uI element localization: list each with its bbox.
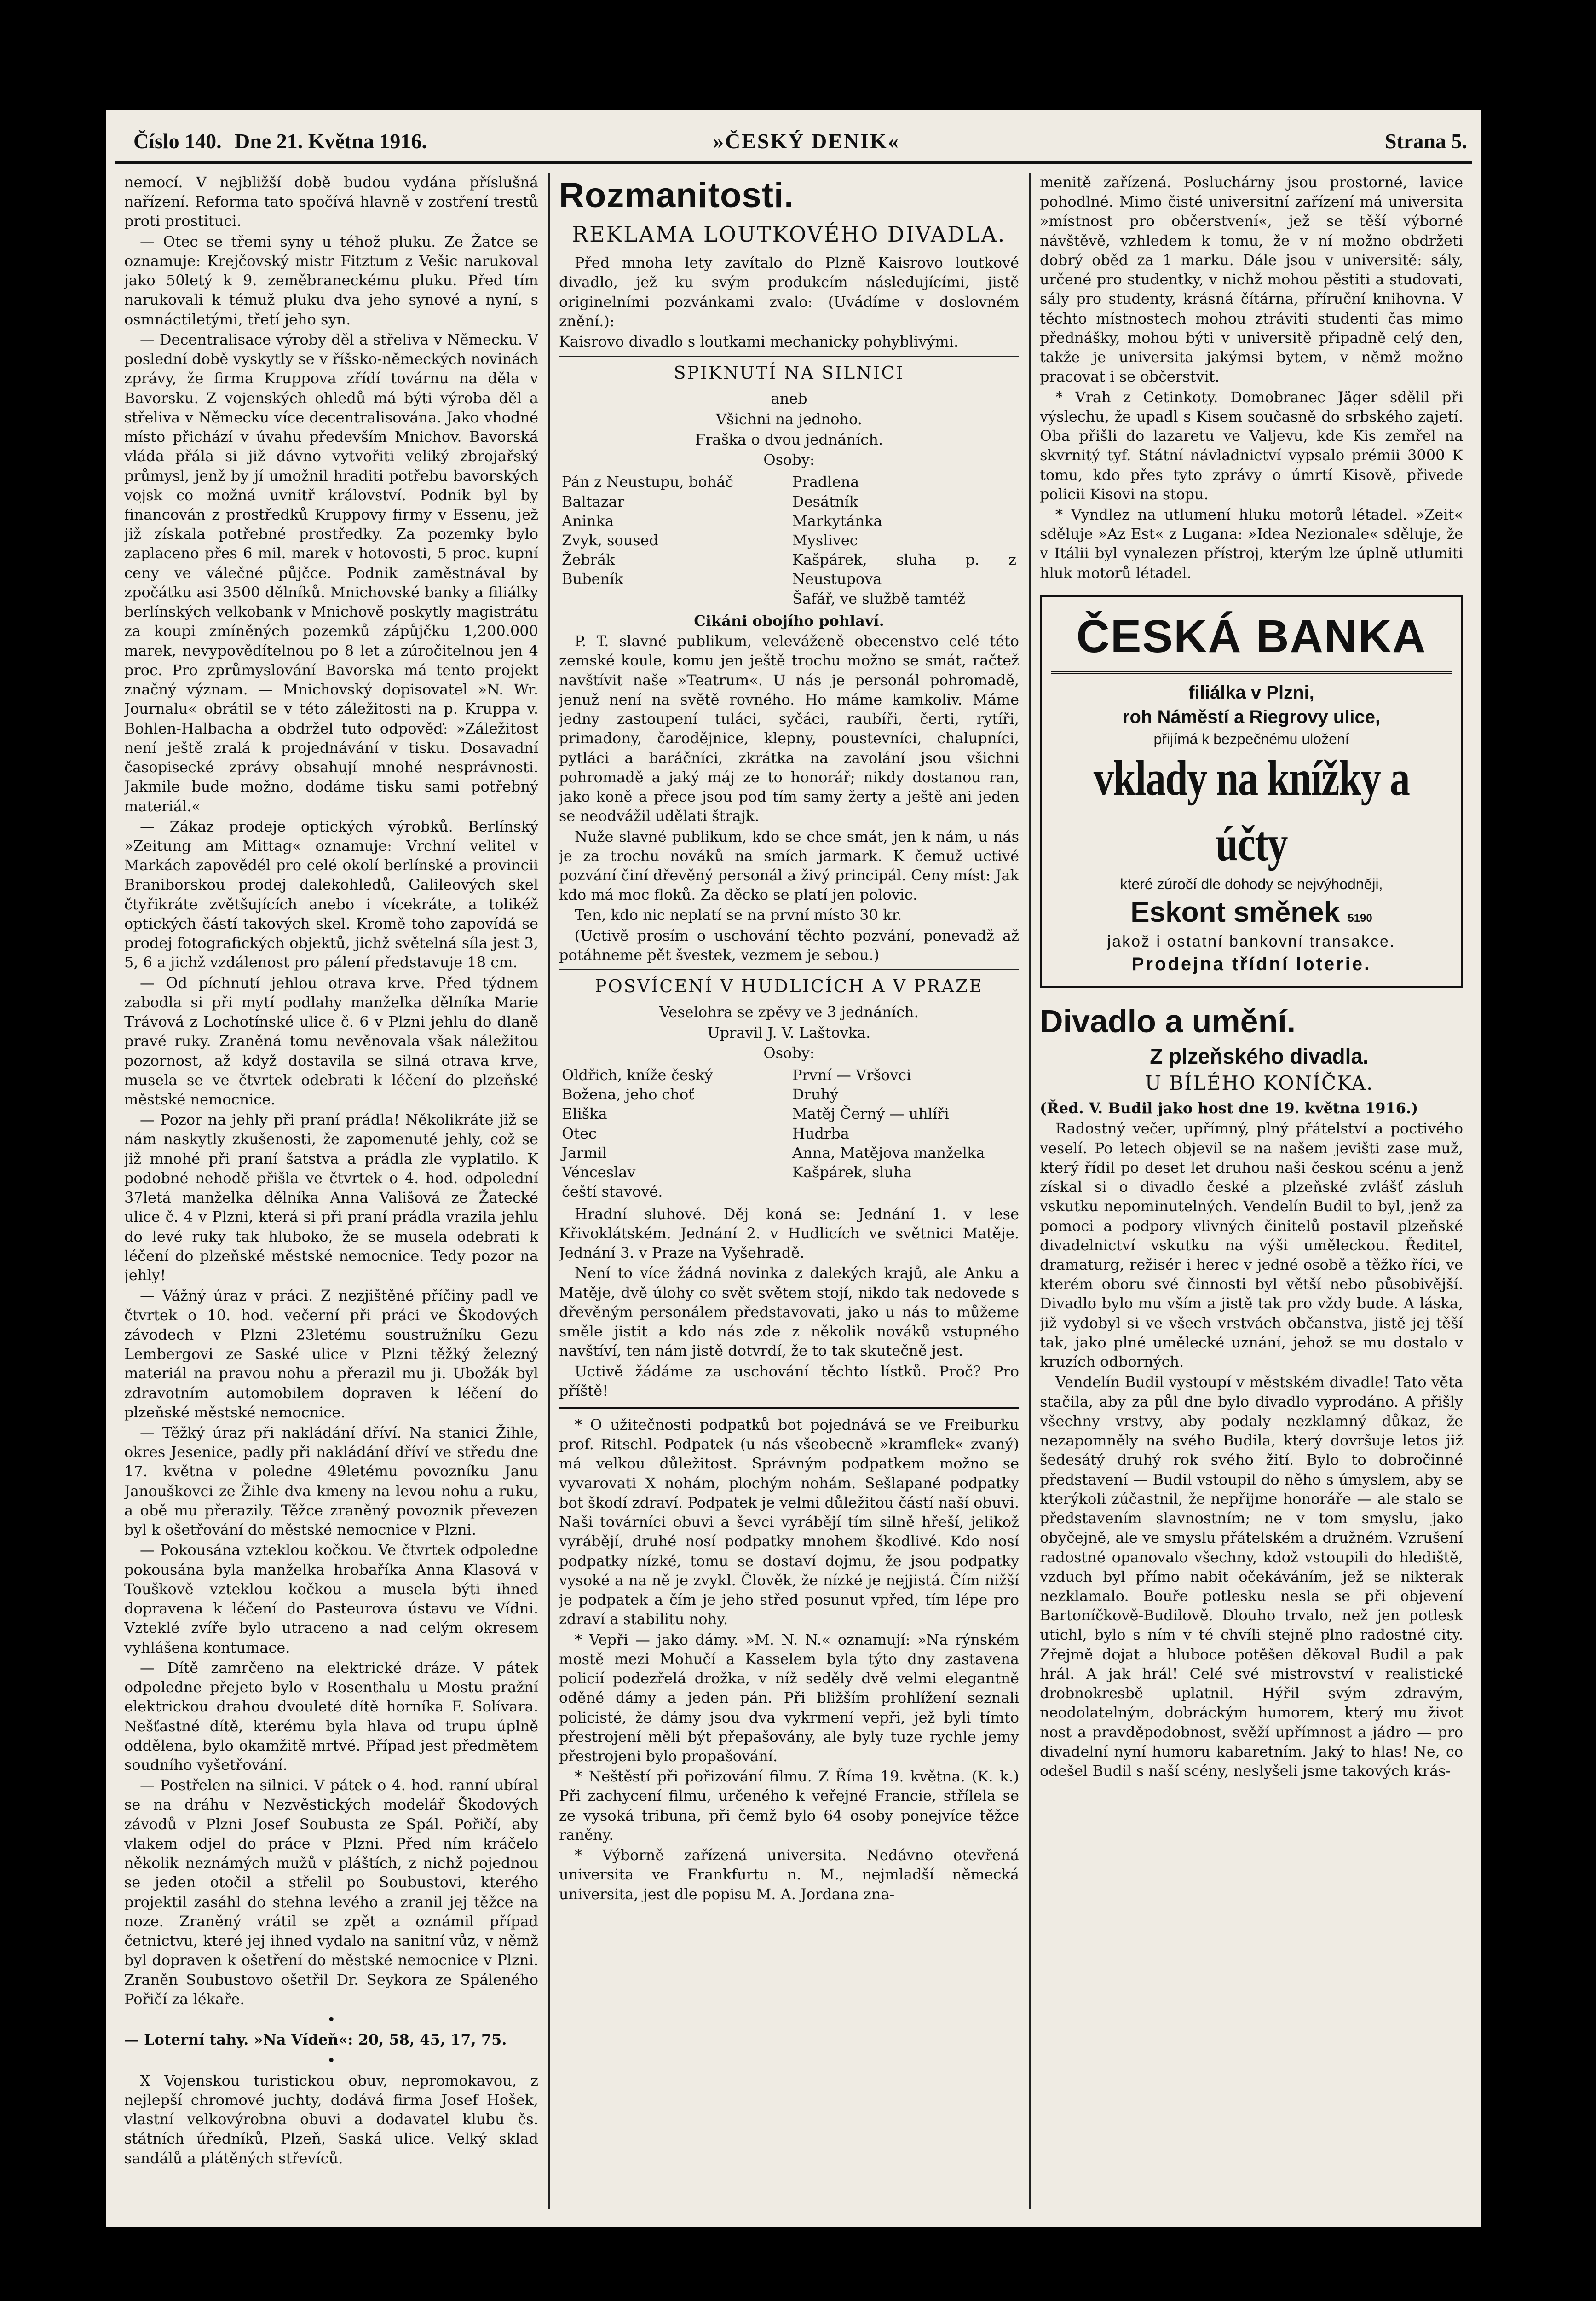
ad-discount-text: Eskont směnek bbox=[1130, 896, 1340, 929]
cast-item: Matěj Černý — uhlíři bbox=[792, 1105, 949, 1123]
ad-headline: vklady na knížky a účty bbox=[1093, 751, 1410, 872]
article: — Postřelen na silnici. V pátek o 4. hod. ranní ubíral se na dráhu v Nezvěstických modelář Škodových závodů v Plzni Josef Soubusta ze Spál. Pořičí, aby vlakem odjel do práce v Plzni. Před ním kráčelo několik neznámých mužů v pláštích, z nichž pojednou se jeden otočil a střelil po Soubustovi, kterého projektil zasáhl do stehna levého a zranil jej těžce na noze. Zraněný vrátil se zpět a oznámil případ četnictvu, které jej ihned vydalo na sanitní vůz, v němž byl dopraven k ošetření do městské nemocnice v Plzni. Zraněn Soubustovo ošetřil Dr. Seykora ze Spáleného Pořičí za lékaře. bbox=[124, 1776, 538, 2008]
column-divider bbox=[1029, 173, 1031, 2209]
article: (Uctivě prosím o uschování těchto pozvání, ponevadž až potáhneme pět švestek, vezmem je sebou.) bbox=[559, 926, 1019, 964]
credit-line: (Řed. V. Budil jako host dne 19. května 1916.) bbox=[1040, 1099, 1418, 1117]
bank-advertisement bbox=[1040, 595, 1463, 988]
article: — Od píchnutí jehlou otrava krve. Před týdnem zabodla si při mytí podlahy manželka dělníka Marie Trávová z Lochotínské ulice č. 6 v Plzni jehlu do dlaně pravé ruky. Zraněná tomu nevěnovala však náležitou pozornost, až když dostavila se silná otrava krve, musela se ve čtvrtek odebrati k léčení do plzeňské městské nemocnice. bbox=[124, 974, 538, 1109]
cast-item: Jarmil bbox=[562, 1144, 607, 1162]
cast-list bbox=[559, 472, 1019, 608]
article: * O užitečnosti podpatků bot pojednává se ve Freiburku prof. Ritschl. Podpatek (u nás všeobecně »kramflek« zvaný) má velkou důležitost. Správným podpatkem možno se vyvarovati X nohám, plochým nohám. Sešlapané podpatky bot škodí zdraví. Podpatek je velmi důležitou částí naší obuvi. Naši továrníci obuvi a ševci vyrábějí tím silně hřeší, jelikož vyrábějí, druhé nosí podpatky mnohem škodlivé. Kdo nosí podpatky nízké, tomu se dostaví dojmu, že jsou podpatky vysoké a na ně je zvykl. Člověk, že nízké je nejjistá. Čím nižší je podpatek a čím je jeho střed posunut vpřed, tím lépe pro zdraví a stabilitu nohy. bbox=[559, 1416, 1019, 1628]
ad-discount bbox=[1051, 894, 1452, 931]
review-text: Radostný večer, upřímný, plný přátelství a poctivého veselí. Po letech objevil se na našem jevišti zase muž, který řídil po deset let druhou naši českou scénu a jenž získal si o divadlo české a plzeňské zvlášť zásluh vskutku nepominutelných. Vendelín Budil to byl, jenž za pomoci a podpory vlivných činitelů postavil plzeňské divadelnictví vskutku na výši uměleckou. Ředitel, dramaturg, režisér i herec v jedné osobě a těžko říci, ve kterém oboru své činnosti byl větší nebo působivější. Divadlo bylo mu vším a jistě tak pro vždy bude. A láska, již vydobyl si ve všech vrstvách občanstva, jistě jej těší tak, jako plné umělecké uznání, jehož se mu dostalo v kruzích odborných. bbox=[1040, 1120, 1463, 1371]
cast-item: Markytánka bbox=[792, 512, 882, 530]
article: * Výborně zařízená universita. Nedávno otevřená universita ve Frankfurtu n. M., nejmladší německá universita, jest dle popisu M. A. Jordana zna- bbox=[559, 1846, 1019, 1903]
ad-branch: filiálka v Plzni, bbox=[1188, 682, 1314, 703]
article: Před mnoha lety zavítalo do Plzně Kaisrovo loutkové divadlo, jež ku svým produkcím následujícími, jistě originelními pozvánkami zvalo: (Uvádíme v doslovném znění.): bbox=[559, 254, 1019, 330]
cast-item: Otec bbox=[562, 1124, 597, 1142]
article: Není to více žádná novinka z dalekých krajů, ale Anku a Matěje, dvě úlohy co svět světem stojí, nikdo tak nedovede s dřevěným personálem představovati, jako u nás to můžeme směle jistit a kdo nás zde z několik nováků vstupného navštíví, ten nám jistě dotvrdí, že to tak skutečně jest. bbox=[559, 1264, 1019, 1360]
article-title: REKLAMA LOUTKOVÉHO DIVADLA. bbox=[572, 222, 1006, 247]
ad-lottery: Prodejna třídní loterie. bbox=[1131, 954, 1371, 974]
cast-item: Bubeník bbox=[562, 570, 623, 588]
ad-bank-name: ČESKÁ BANKA bbox=[1076, 610, 1427, 662]
article: * Vepři — jako dámy. »M. N. N.« oznamují: »Na rýnském mostě mezi Mohučí a Kasselem byla týto dny zastavena policií podezřelá drožka, v níž seděly dvě velmi elegantně oděné dámy a jeden pán. Při bližším prohlížení seznali policisté, že dámy jsou dva vykrmení vepři, jež byli tímto přestrojení měli být přepašovány, ale byly tuze rychle jemy přestrojeni bylo propašování. bbox=[559, 1630, 1019, 1765]
ad-text: přijímá k bezpečnému uložení bbox=[1153, 730, 1349, 747]
masthead: »ČESKÝ DENIK« bbox=[713, 129, 900, 153]
cast-item: Eliška bbox=[562, 1105, 607, 1123]
article: nemocí. V nejbližší době budou vydána příslušná nařízení. Reforma tato spočívá hlavně v zostření trestů proti prostituci. bbox=[124, 173, 538, 230]
cast-item: První — Vršovci bbox=[792, 1066, 911, 1084]
article: — Těžký úraz při nakládání dříví. Na stanici Žihle, okres Jesenice, padly při nakládání dříví ve středu dne 17. května v poledne 49letému povozníku Janu Janouškovci ze Žihle dva kmeny na levou nohu a ruku, a obě mu přerazily. Těžce zraněný povoznik převezen byl k ošetřování do městské nemocnice v Plzni. bbox=[124, 1424, 538, 1539]
lottery-results: — Loterní tahy. »Na Vídeň«: 20, 58, 45, 17, 75. bbox=[124, 2031, 507, 2049]
cast-item: Kašpárek, sluha p. z Neustupova bbox=[792, 551, 1016, 588]
play-subtitle: Všichni na jednoho. bbox=[716, 410, 862, 428]
divider bbox=[559, 1407, 1019, 1409]
play-genre: Fraška o dvou jednáních. bbox=[695, 430, 883, 448]
page-header bbox=[133, 115, 1467, 161]
article: — Zákaz prodeje optických výrobků. Berlínský »Zeitung am Mittag« oznamuje: Vrchní velitel v Markách zapovědél pro celé okolí berlínské a provincii Braniborskou prodej dalekohledů, Galileových skel čtyřikráte zvětšujících anebo i vícekráte, a tolikéž optických částí takových skel. Kromě toho zapovídá se prodej fotografických objektů, jichž světelná síla jest 3, 5, 6 a jichž vzdálenost pro pálení představuje 18 cm. bbox=[124, 817, 538, 971]
separator-dot: • bbox=[327, 2051, 336, 2069]
play-title: U BÍLÉHO KONÍČKA. bbox=[1145, 1071, 1374, 1094]
cast-label: Osoby: bbox=[763, 1044, 815, 1062]
cast-item: Hudrba bbox=[792, 1124, 849, 1142]
separator-dot: • bbox=[327, 2011, 336, 2029]
article: — Pokousána vzteklou kočkou. Ve čtvrtek odpoledne pokousána byla manželka hrobaříka Anna Klasová v Touškově vzteklou kočkou a musela býti ihned dopravena k léčení do Pasteurova ústavu ve Vídni. Vzteklé zvíře bylo utraceno a nad celým okresem vyhlášena kontumace. bbox=[124, 1541, 538, 1656]
article: — Dítě zamrčeno na elektrické dráze. V pátek odpoledne přejeto bylo v Rosenthalu u Mostu pražní elektrickou drahou dvouleté dítě horníka F. Solívara. Nešťastné dítě, kterému byla hlava od trupu úplně oddělena, bylo okamžitě mrtvé. Případ jest předmětem soudního vyšetřování. bbox=[124, 1659, 538, 1774]
cast-footer: Cikáni obojího pohlaví. bbox=[694, 612, 884, 630]
article: Hradní sluhové. Děj koná se: Jednání 1. v lese Křivoklátském. Jednání 2. v Hudlicích ve světnici Matěje. Jednání 3. v Praze na Vyšehradě. bbox=[559, 1205, 1019, 1262]
article: — Vážný úraz v práci. Z nezjištěné příčiny padl ve čtvrtek o 10. hod. večerní při práci ve Škodových závodech v Plzni 23letému soustružníku Gezu Lembergovi ze Saské ulice v Plzni těžký železný materiál na pravou nohu a přerazil mu ji. Ubožák byl zdravotním automobilem dopraven k léčení do plzeňské městské nemocnice. bbox=[124, 1287, 538, 1421]
divider bbox=[559, 969, 1019, 970]
ad-double-rule bbox=[1051, 671, 1452, 674]
article: * Vrah z Cetinkoty. Domobranec Jäger sdělil při výslechu, že upadl s Kisem současně do srbského zajetí. Oba přišli do lazaretu ve Valjevu, kde Kis zemřel na skvrnitý tyf. Státní návladnictví vypsalo prémii 3000 K tomu, kdo přes tyto zprávy o úmrtí Kisově, přivede policii Kisovi na stopu. bbox=[1040, 388, 1463, 503]
article: — Otec se třemi syny u téhož pluku. Ze Žatce se oznamuje: Krejčovský mistr Fitztum z Vešic narukoval jako 50letý k 9. zeměbraneckému pluku. Před tím narukovali k témuž pluku dva jeho synové a nyní, s osmnáctiletými, třetí jeho syn. bbox=[124, 232, 538, 328]
ad-code: 5190 bbox=[1348, 912, 1372, 925]
cast-item: Desátník bbox=[792, 492, 858, 510]
cast-item: Zvyk, soused bbox=[562, 532, 659, 549]
cast-item: Druhý bbox=[792, 1086, 839, 1104]
divider bbox=[559, 356, 1019, 357]
article: Kaisrovo divadlo s loutkami mechanicky pohyblivými. bbox=[559, 332, 959, 350]
article: * Neštěstí při pořizování filmu. Z Říma 19. května. (K. k.) Při zachycení filmu, určeného k veřejné Francie, střílela se ze vysoká tribuna, při čemž bylo 64 osoby ponejvíce těžce raněny. bbox=[559, 1768, 1019, 1844]
cast-item: Šafář, ve službě tamtéž bbox=[792, 590, 965, 607]
cast-item: Božena, jeho choť bbox=[562, 1086, 695, 1104]
play-subtitle: Veselohra se zpěvy ve 3 jednáních. bbox=[659, 1003, 919, 1021]
article: Nuže slavné publikum, kdo se chce smát, jen k nám, u nás je za trochu nováků na smích jarmark. K čemuž uctivé pozvání činí dřevěný personál a živý principál. Ceny míst: Jak kdo má moc floků. Za děcko se platí jen polovic. bbox=[559, 827, 1019, 904]
play-subtitle: Upravil J. V. Laštovka. bbox=[707, 1023, 871, 1041]
ad-text: které zúročí dle dohody se nejvýhodněji, bbox=[1120, 875, 1383, 892]
cast-item: Pán z Neustupu, boháč bbox=[562, 473, 734, 491]
cast-item: Pradlena bbox=[792, 473, 859, 491]
section-subtitle: Z plzeňského divadla. bbox=[1150, 1044, 1369, 1068]
ad-text: jakož i ostatní bankovní transakce. bbox=[1107, 932, 1396, 950]
issue-number: Číslo 140. bbox=[133, 129, 222, 153]
article: Ten, kdo nic neplatí se na první místo 30 kr. bbox=[575, 906, 902, 924]
ad-address: roh Náměstí a Riegrovy ulice, bbox=[1122, 706, 1381, 727]
cast-item: čeští stavové. bbox=[562, 1183, 663, 1201]
section-title: Divadlo a umění. bbox=[1040, 1003, 1296, 1039]
article: Uctivě žádáme za uschování těchto lístků. Proč? Pro příště! bbox=[559, 1362, 1019, 1399]
cast-list bbox=[559, 1065, 1019, 1202]
article: — Pozor na jehly při praní prádla! Několikráte již se nám naskytly zkušenosti, že zapomenuté jehly, což se již mnohé při praní šatstva a prádla zle vyplatilo. K podobné nehodě přišla ve čtvrtek o 4. hod. odpolední 37letá manželka dělníka Anna Vališová ze Žatecké ulice č. 4 v Plzni, která si při praní prádla vrazila jehlu do levé ruky tak hluboko, že se musela odebrati k léčení do plzeňské městské nemocnice. Tedy pozor na jehly! bbox=[124, 1111, 538, 1284]
issue-date: Dne 21. Května 1916. bbox=[235, 129, 427, 153]
rubric-title: Rozmanitosti. bbox=[559, 176, 795, 215]
play-subtitle: aneb bbox=[771, 390, 807, 408]
cast-label: Osoby: bbox=[763, 451, 815, 469]
column-local-news bbox=[124, 173, 538, 2209]
play-title: SPIKNUTÍ NA SILNICI bbox=[674, 363, 905, 383]
newspaper-page bbox=[106, 110, 1481, 2227]
article: — Decentralisace výroby děl a střeliva v Německu. V poslední době vyskytly se v říšsko-německých novinách zprávy, že firma Kruppova zřídí továrnu na děla v Bavorsku. Z vojenských ohledů má býti výroba děl a střeliva v Německu více decentralisována. Jako vhodné místo přichází v úvahu především Mnichov. Bavorská vláda přála si již dávno vytvořiti veliký zbrojařský průmysl, jenž by jí umožnil hraditi potřebu bavorských vojsk co možná uvnitř království. Podnik byl by financován z prostředků Kruppovy firmy v Essenu, jež již získala potřebné prostředky. Za pozemky bylo zaplaceno přes 6 mil. marek v hotovosti, 5 proc. kupní ceny ve válečné půjčce. Podnik zaměstnával by zpočátku asi 3500 dělníků. Mnichovské banky a filiálky berlínských velkobank v Mnichově poskytly magistrátu za koupi zmíněných pozemků zápůjčku 1,200.000 marek, nevypovědítelnou po 8 let a zúročitelnou jen 4 proc. Pro zprůmyslování Bavorska má tento projekt značný význam. — Mnichovský dopisovatel »N. Wr. Journalu« obrátil se v této záležitosti na p. Kruppa v. Bohlen-Halbacha a obdržel tuto odpověď: »Záležitost není ještě zralá k projednávání v tisku. Dosavadní časopisecké zprávy obsahují mnohé nesprávnosti. Jakmile bude možno, dodáme tisku sami potřebný materiál.« bbox=[124, 330, 538, 815]
column-culture bbox=[1040, 173, 1463, 2209]
cast-item: Oldřich, kníže český bbox=[562, 1066, 713, 1084]
cast-item: Kašpárek, sluha bbox=[792, 1163, 912, 1181]
column-divider bbox=[548, 173, 550, 2209]
cast-item: Myslivec bbox=[792, 532, 858, 549]
article: menitě zařízená. Posluchárny jsou prostorné, lavice pohodlné. Mimo čisté universitní zařízení má universita »místnost pro občerstvení«, jež se těší výborné návštěvě, vzhledem k tomu, že v ní možno obdržeti dobrý oběd za 1 marku. Dále jsou v universitě: sály, určené pro studentky, v nichž mohou pěstiti a studovati, sály pro studenty, krásná čítárna, příruční knihovna. V těchto místnostech mohou ztráviti studenti čas mimo přednášky, mohou býti v universitě připadně celý den, takže je universita jakýmsi bytem, v němž možno pracovat i se občerstvit. bbox=[1040, 173, 1463, 386]
review-text: Vendelín Budil vystoupí v městském divadle! Tato věta stačila, aby za půl dne bylo divadlo vyprodáno. A přišly všechny vrstvy, aby podaly nezklamný důkaz, že nezapomněly na svého Budila, který dovršuje letos již šedesátý druhý rok svého žití. Bylo to dobročinné představení — Budil vstoupil do něho s úmyslem, aby se kterýkoli zúčastnil, že nepřijme honoráře — ale stalo se představením slavnostním; ne v tom smyslu, jako obyčejně, ale ve smyslu přátelském a družném. Vzrušení radostné opanovalo všechny, kdož vstoupili do hlediště, vzduch byl přímo nabit očekáváním, jež se nikterak nezklamalo. Bouře potlesku nesla se při objevení Bartoníčkově-Budilově. Dlouho trvalo, než jen potlesk utichl, bylo s ním v té chvíli stejně plno radostné city. Zřejmě dojat a hluboce potěšen děkoval Budil a pak hrál. A jak hrál! Celé své mistrovství v realistické drobnokresbě uplatnil. Hýřil svým zdravým, neodolatelným, dobráckým humorem, který mu život nost a pravděpodobnost, svěží upřímnost a jádro — pro divadelní nyní humoru kabaretním. Jaký to hlas! Ne, co odešel Budil s naší scény, neslyšeli jsme takových krás- bbox=[1040, 1373, 1463, 1780]
cast-item: Vénceslav bbox=[562, 1163, 636, 1181]
cast-item: Anna, Matějova manželka bbox=[792, 1144, 985, 1162]
header-rule bbox=[115, 161, 1472, 164]
article: P. T. slavné publikum, veleváženě obecenstvo celé této zemské koule, komu jen ještě trochu možno se smát, račtež navštívit naše »Teatrum«. U nás je personál pohromadě, jenuž není na světě rovného. Ho máme kamkoliv. Máme jedny zastoupení tuláci, syčáci, raubíři, čerti, rytíři, primadony, čarodějnice, klepny, poustevníci, chalupníci, pytláci a baráčníci, zkrátka na zavolání jsou všichni pohromadě a jaký máj ze to honorář; nikdy dostanou ran, jako koně a přece jsou pod tím samy žerty a ještě ani jeden se neodvážil udělati štrajk. bbox=[559, 632, 1019, 825]
play-title: POSVÍCENÍ V HUDLICÍCH A V PRAZE bbox=[595, 976, 983, 997]
cast-item: Aninka bbox=[562, 512, 614, 530]
cast-item: Žebrák bbox=[562, 551, 615, 569]
page-number: Strana 5. bbox=[1385, 129, 1467, 153]
article: * Vyndlez na utlumení hluku motorů létadel. »Zeit« sděluje »Az Est« z Lugana: »Idea Nezionale« sděluje, že v Itálii byl vynalezen přístroj, kterým lze úplně utlumiti hluk motorů létadel. bbox=[1040, 505, 1463, 582]
advertisement-notice: X Vojenskou turistickou obuv, nepromokavou, z nejlepší chromové juchty, dodává firma Josef Hošek, vlastní velkovýrobna obuvi a dodavatel klubu čs. státních úředníků, Plzeň, Saská ulice. Velký sklad sandálů a plátěných střevíců. bbox=[124, 2071, 538, 2167]
column-miscellany bbox=[559, 173, 1019, 2209]
cast-item: Baltazar bbox=[562, 492, 624, 510]
